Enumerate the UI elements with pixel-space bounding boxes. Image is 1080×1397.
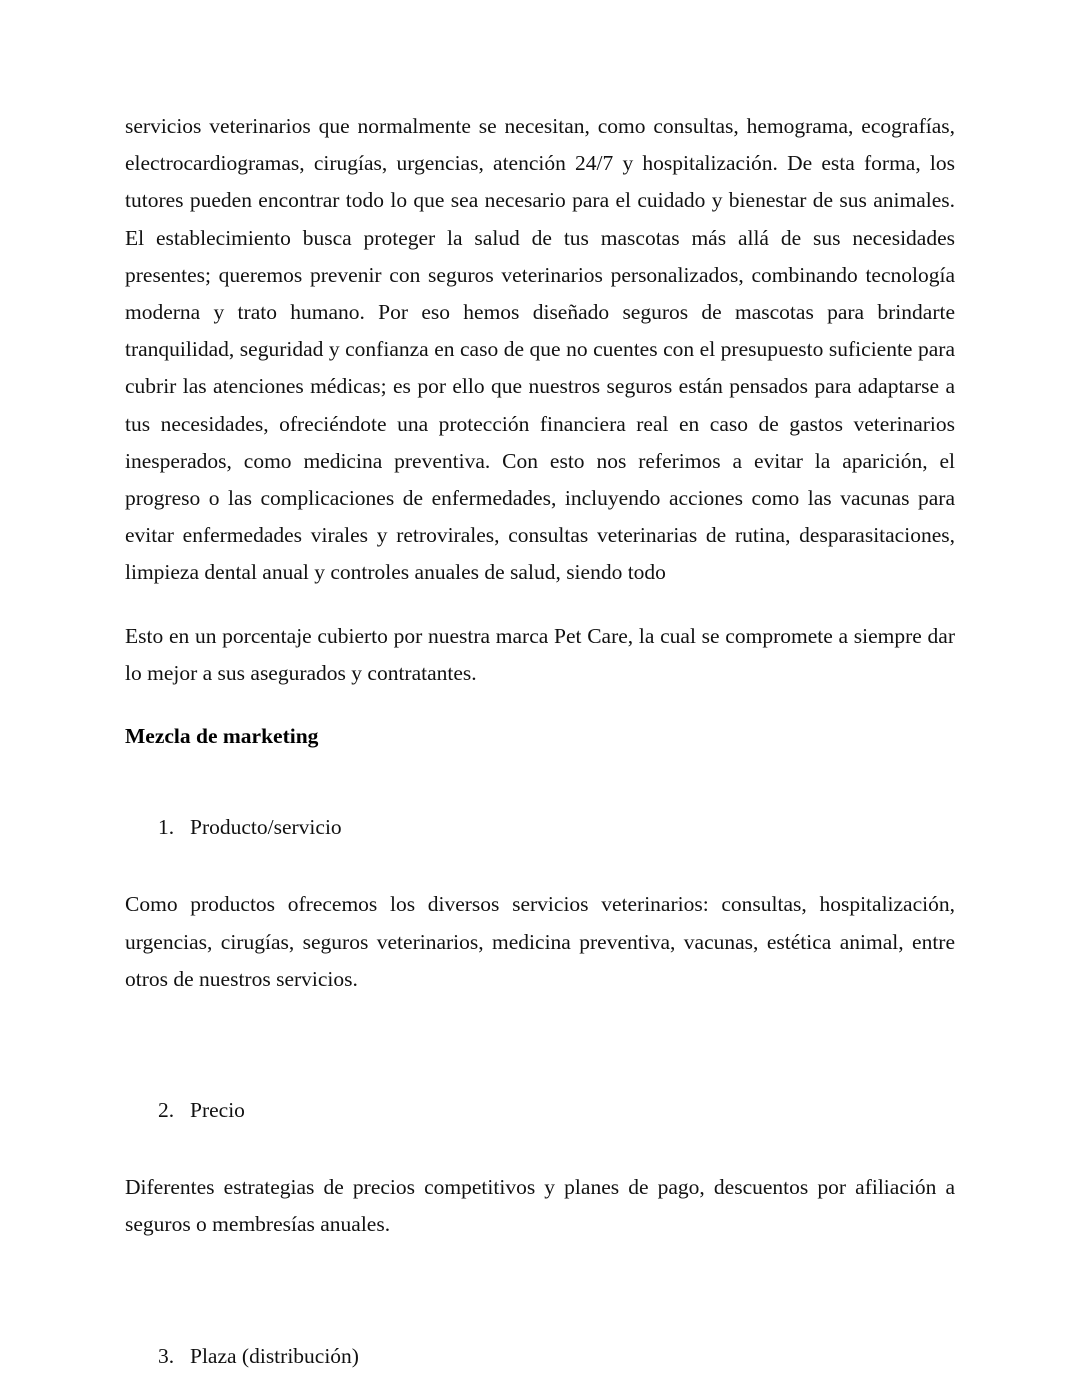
- list-spacer: [125, 1129, 955, 1169]
- list-marker: 1.: [158, 815, 175, 840]
- paragraph-spacer: [125, 592, 955, 618]
- paragraph-spacer: [125, 1244, 955, 1298]
- list-item: [125, 1338, 955, 1375]
- paragraph-spacer: [125, 998, 955, 1052]
- paragraph-spacer: [125, 692, 955, 718]
- list-marker: 3.: [158, 1343, 175, 1368]
- paragraph-pricing-strategies: Diferentes estrategias de precios competitivos y planes de pago, descuentos por afiliación a seguros o membresías anuales.: [125, 1175, 955, 1237]
- paragraph-services-overview: servicios veterinarios que normalmente se necesitan, como consultas, hemograma, ecografías, electrocardiogramas, cirugías, urgencias, atención 24/7 y hospitalización. De esta forma, los tutores pueden encontrar todo lo que sea necesario para el cuidado y bienestar de sus animales. El establecimiento busca proteger la salud de tus mascotas más allá de sus necesidades presentes; queremos prevenir con seguros veterinarios personalizados, combinando tecnología moderna y trato humano. Por eso hemos diseñado seguros de mascotas para brindarte tranquilidad, seguridad y confianza en caso de que no cuentes con el presupuesto suficiente para cubrir las atenciones médicas; es por ello que nuestros seguros están pensados para adaptarse a tus necesidades, ofreciéndote una protección financiera real en caso de gastos veterinarios inesperados, como medicina preventiva. Con esto nos referimos a evitar la aparición, el progreso o las complicaciones de enfermedades, incluyendo acciones como las vacunas para evitar enfermedades virales y retrovirales, consultas veterinarias de rutina, desparasitaciones, limpieza dental anual y controles anuales de salud, siendo todo: [125, 114, 955, 585]
- page-heading-marketing-mix: Mezcla de marketing: [125, 724, 319, 749]
- list-item-label-plaza-distribucion: Plaza (distribución): [190, 1343, 359, 1368]
- list-spacer: [125, 846, 955, 886]
- paragraph-pet-care-coverage: Esto en un porcentaje cubierto por nuestra marca Pet Care, la cual se compromete a siempre dar lo mejor a sus asegurados y contratantes.: [125, 623, 955, 685]
- list-item-label-precio: Precio: [190, 1098, 245, 1123]
- paragraph-spacer: [125, 1052, 955, 1092]
- list-item-label-producto-servicio: Producto/servicio: [190, 815, 342, 840]
- list-item: [125, 809, 955, 846]
- paragraph-spacer: [125, 1298, 955, 1338]
- document-body: [125, 108, 955, 1375]
- list-item: [125, 1092, 955, 1129]
- marketing-mix-list-3: [125, 1338, 955, 1375]
- marketing-mix-list-2: [125, 1092, 955, 1129]
- list-marker: 2.: [158, 1098, 175, 1123]
- marketing-mix-list-1: [125, 809, 955, 846]
- paragraph-products-offered: Como productos ofrecemos los diversos servicios veterinarios: consultas, hospitalización, urgencias, cirugías, seguros veterinarios, medicina preventiva, vacunas, estética animal, entre otros de nuestros servicios.: [125, 892, 955, 991]
- heading-spacer: [125, 755, 955, 809]
